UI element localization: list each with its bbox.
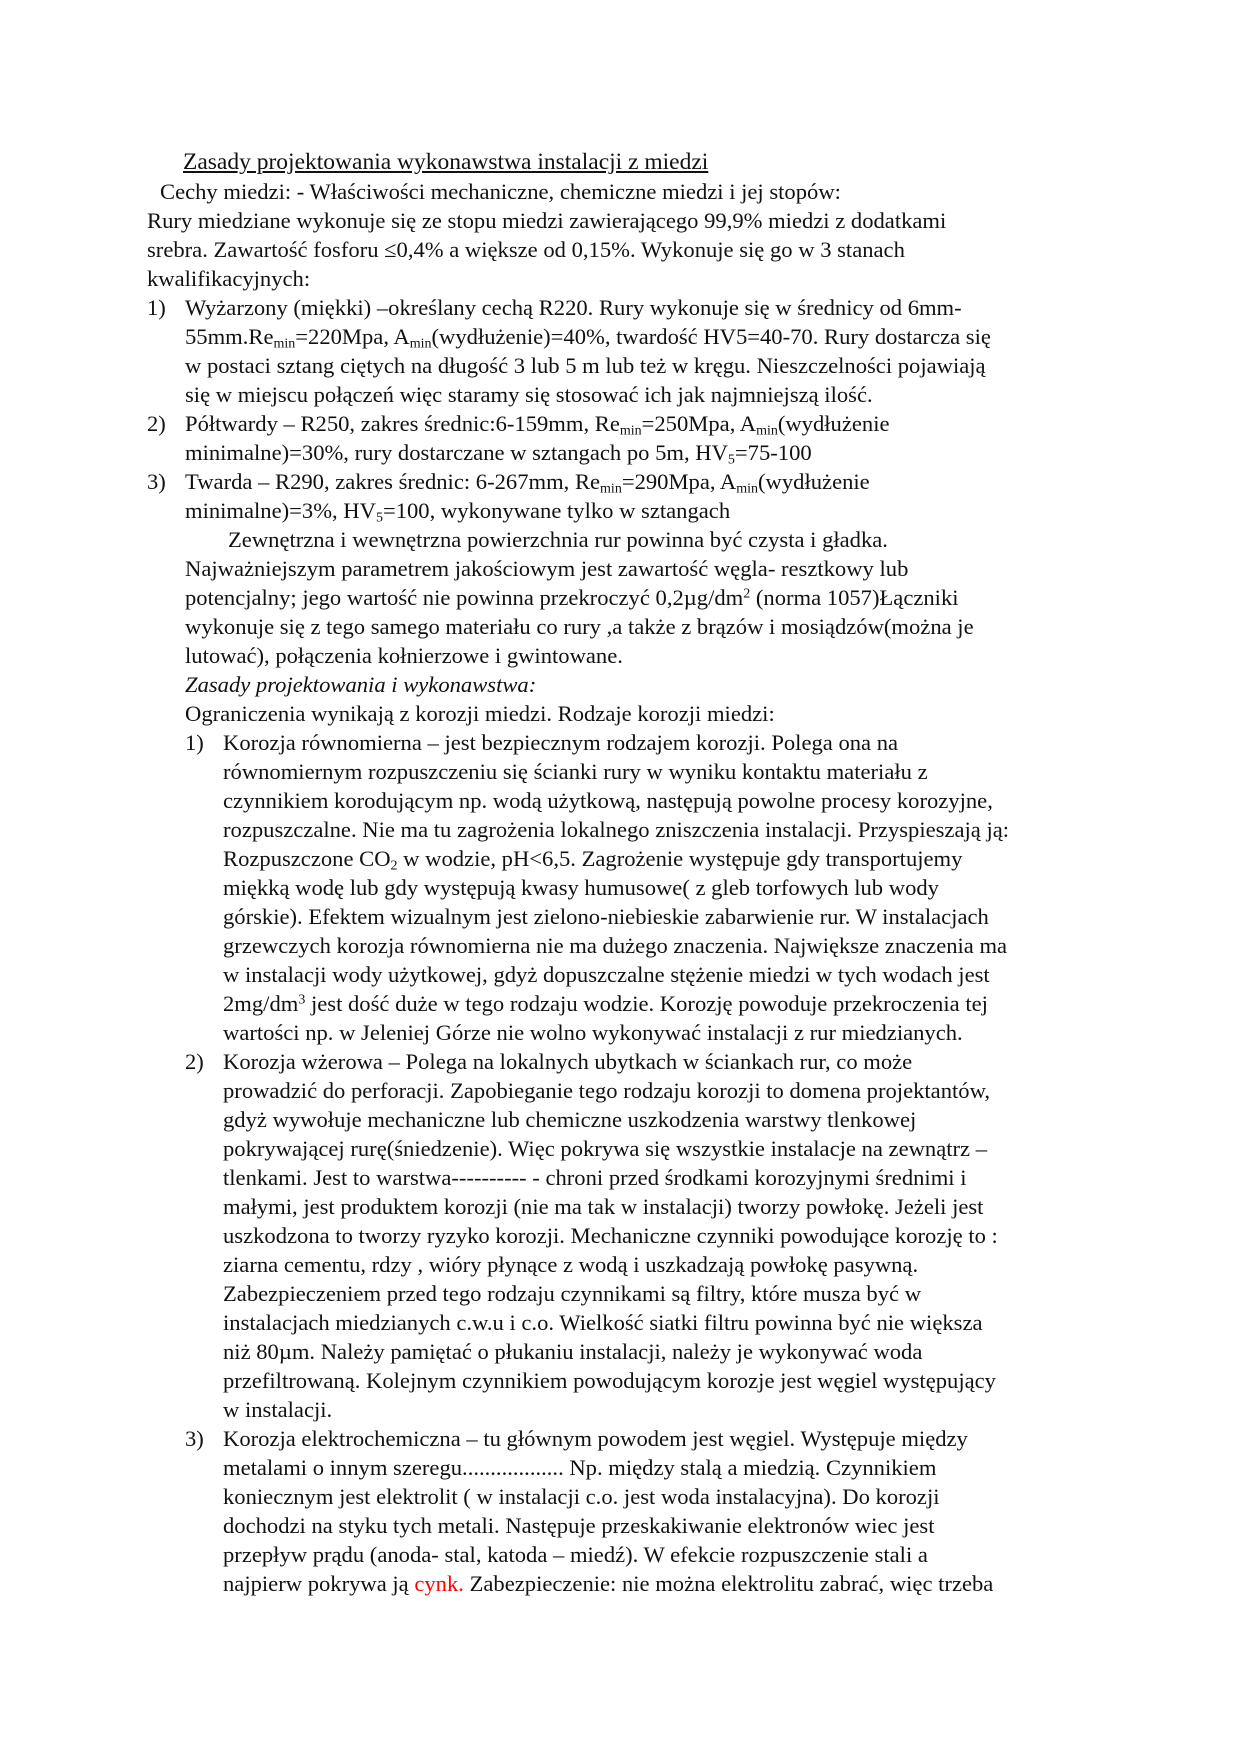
list-item-line: wartości np. w Jeleniej Górze nie wolno wykonywać instalacji z rur miedzianych. (223, 1020, 963, 1045)
list-item-line: tlenkami. Jest to warstwa---------- - chroni przed środkami korozyjnymi średnimi i (223, 1165, 967, 1190)
list-item-line: rozpuszczalne. Nie ma tu zagrożenia lokalnego zniszczenia instalacji. Przyspieszają ją: (223, 817, 1010, 842)
list-item-line: w instalacji. (223, 1397, 333, 1422)
list-item-line: dochodzi na styku tych metali. Następuje przeskakiwanie elektronów wiec jest (223, 1513, 935, 1538)
list-item-line: przefiltrowaną. Kolejnym czynnikiem powodującym korozje jest węgiel występujący (223, 1368, 996, 1393)
list-item-line: górskie). Efektem wizualnym jest zielono-niebieskie zabarwienie rur. W instalacjach (223, 904, 989, 929)
paragraph-line: Ograniczenia wynikają z korozji miedzi. Rodzaje korozji miedzi: (185, 701, 775, 726)
section-heading-cechy: Cechy miedzi: - Właściwości mechaniczne, chemiczne miedzi i jej stopów: (160, 179, 841, 204)
list-item-line: ziarna cementu, rdzy , wióry płynące z wodą i uszkadzają powłokę pasywną. (223, 1252, 919, 1277)
list-item-line: minimalne)=3%, $HV_5=100$, wykonywane tylko w sztangach (185, 498, 731, 526)
list-item-line: koniecznym jest elektrolit ( w instalacji c.o. jest woda instalacyjna). Do korozji (223, 1484, 940, 1509)
list-number: 2) (147, 411, 166, 436)
list-item-line: gdyż wywołuje mechaniczne lub chemiczne uszkodzenia warstwy tlenkowej (223, 1107, 917, 1132)
list-item-line: w instalacji wody użytkowej, gdyż dopuszczalne stężenie miedzi w tych wodach jest (223, 962, 990, 987)
list-number: 1) (185, 730, 204, 755)
highlighted-word-cynk: cynk. (414, 1571, 464, 1596)
list-item-line: Korozja elektrochemiczna – tu głównym powodem jest węgiel. Występuje między (223, 1426, 968, 1451)
paragraph-line: Zewnętrzna i wewnętrzna powierzchnia rur powinna być czysta i gładka. (228, 527, 888, 552)
list-item-line: Półtwardy – R250, zakres średnic:6-159mm, $Re_{min}=250Mpa$, $A_{min}(wydłużenie$ (185, 411, 890, 439)
section-heading-zasady: Zasady projektowania i wykonawstwa: (185, 672, 537, 697)
list-number: 2) (185, 1049, 204, 1074)
list-item-line: Korozja wżerowa – Polega na lokalnych ubytkach w ściankach rur, co może (223, 1049, 913, 1074)
paragraph-line: Najważniejszym parametrem jakościowym jest zawartość węgla- resztkowy lub (185, 556, 909, 581)
list-number: 1) (147, 295, 166, 320)
paragraph-line: lutować), połączenia kołnierzowe i gwintowane. (185, 643, 623, 668)
list-item-line: Wyżarzony (miękki) –określany cechą R220. Rury wykonuje się w średnicy od 6mm- (185, 295, 962, 320)
list-item-line: prowadzić do perforacji. Zapobieganie tego rodzaju korozji to domena projektantów, (223, 1078, 991, 1103)
list-item-line: minimalne)=30%, rury dostarczane w sztangach po 5m, $HV_5=75-100$ (185, 440, 812, 468)
list-item-line: Korozja równomierna – jest bezpiecznym rodzajem korozji. Polega ona na (223, 730, 899, 755)
list-item-line: miękką wodę lub gdy występują kwasy humusowe( z gleb torfowych lub wody (223, 875, 939, 900)
list-item-line: instalacjach miedzianych c.w.u i c.o. Wielkość siatki filtru powinna być nie większa (223, 1310, 983, 1335)
paragraph-line: potencjalny; jego wartość nie powinna przekroczyć $0,2\mu g/dm^2$ (norma 1057)Łączniki (185, 585, 959, 610)
list-item-line: równomiernym rozpuszczeniu się ścianki rury w wyniku kontaktu materiału z (223, 759, 928, 784)
list-item-line: uszkodzona to tworzy ryzyko korozji. Mechaniczne czynniki powodujące korozję to : (223, 1223, 998, 1248)
list-item-line: $55mm.Re_{min}=220Mpa$, $A_{min}(wydłużenie)=40\%$, twardość HV5=40-70. Rury dostarcza się (185, 324, 991, 352)
list-item-line: $2mg/dm^3$ jest dość duże w tego rodzaju wodzie. Korozję powoduje przekroczenia tej (223, 991, 988, 1016)
paragraph-line: kwalifikacyjnych: (147, 266, 311, 291)
list-item-line: metalami o innym szeregu.................. Np. między stalą a miedzią. Czynnikiem (223, 1455, 937, 1480)
list-item-line: najpierw pokrywa ją cynk. Zabezpieczenie: nie można elektrolitu zabrać, więc trzeba (223, 1571, 994, 1596)
list-item-line: grzewczych korozja równomierna nie ma dużego znaczenia. Największe znaczenia ma (223, 933, 1008, 958)
list-item-line: przepływ prądu (anoda- stal, katoda – miedź). W efekcie rozpuszczenie stali a (223, 1542, 928, 1567)
paragraph-line: srebra. Zawartość fosforu ≤0,4% a większe od 0,15%. Wykonuje się go w 3 stanach (147, 237, 905, 262)
document-title: Zasady projektowania wykonawstwa instalacji z miedzi (183, 149, 709, 175)
list-number: 3) (147, 469, 166, 494)
list-item-line: Twarda – R290, zakres średnic: 6-267mm, $Re_{min}=290Mpa$, $A_{min}(wydłużenie$ (185, 469, 870, 497)
list-number: 3) (185, 1426, 204, 1451)
list-item-line: pokrywającej rurę(śniedzenie). Więc pokrywa się wszystkie instalacje na zewnątrz – (223, 1136, 988, 1161)
list-item-line: się w miejscu połączeń więc staramy się stosować ich jak najmniejszą ilość. (185, 382, 873, 407)
list-item-line: niż 80µm. Należy pamiętać o płukaniu instalacji, należy je wykonywać woda (223, 1339, 923, 1364)
paragraph-line: Rury miedziane wykonuje się ze stopu miedzi zawierającego 99,9% miedzi z dodatkami (147, 208, 947, 233)
list-item-line: w postaci sztang ciętych na długość 3 lub 5 m lub też w kręgu. Nieszczelności pojawiają (185, 353, 986, 378)
paragraph-line: wykonuje się z tego samego materiału co rury ,a także z brązów i mosiądzów(można je (185, 614, 974, 639)
list-item-line: małymi, jest produktem korozji (nie ma tak w instalacji) tworzy powłokę. Jeżeli jest (223, 1194, 984, 1219)
list-item-line: czynnikiem korodującym np. wodą użytkową, następują powolne procesy korozyjne, (223, 788, 993, 813)
list-item-line: Zabezpieczeniem przed tego rodzaju czynnikami są filtry, które musza być w (223, 1281, 922, 1306)
list-item-line: Rozpuszczone $CO_2$ w wodzie, pH<6,5. Zagrożenie występuje gdy transportujemy (223, 846, 963, 874)
